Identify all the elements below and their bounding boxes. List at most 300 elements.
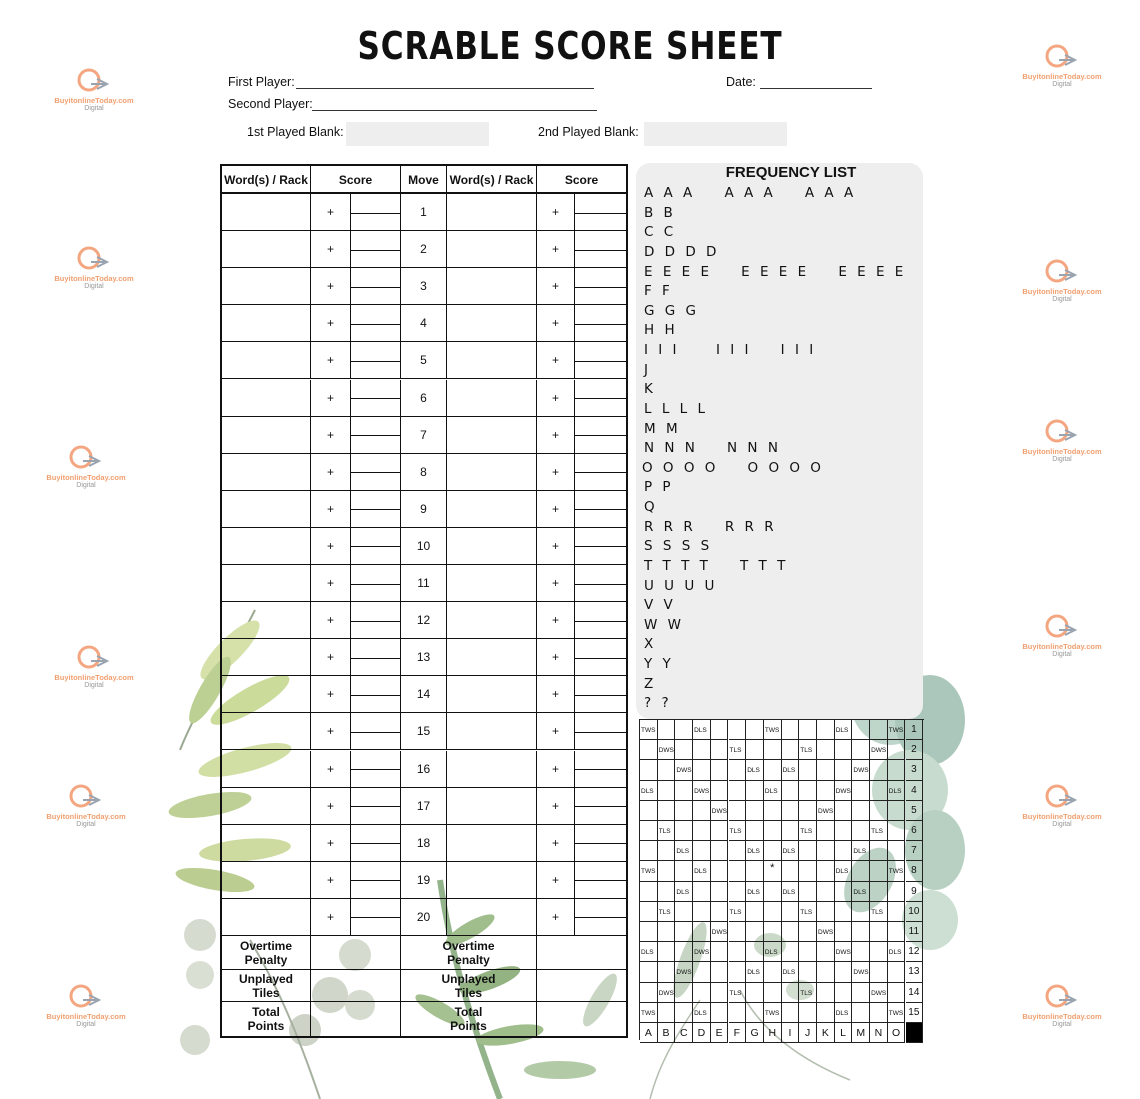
board-square[interactable] (746, 922, 764, 942)
word-cell-right[interactable] (447, 788, 537, 825)
board-square[interactable] (852, 781, 870, 801)
word-cell-left[interactable] (222, 676, 311, 713)
board-square[interactable]: DLS (675, 841, 693, 861)
score-cell-left[interactable] (351, 528, 401, 565)
board-square[interactable]: DLS (782, 882, 800, 902)
score-cell-right[interactable] (575, 491, 626, 528)
board-square[interactable]: DLS (764, 781, 782, 801)
board-square[interactable] (693, 821, 711, 841)
board-square[interactable] (693, 801, 711, 821)
board-square[interactable]: TWS (764, 1003, 782, 1023)
board-square[interactable] (870, 942, 888, 962)
board-square[interactable] (782, 922, 800, 942)
board-square[interactable] (729, 922, 747, 942)
board-square[interactable] (764, 740, 782, 760)
board-square[interactable]: TLS (729, 740, 747, 760)
word-cell-right[interactable] (447, 194, 537, 231)
board-square[interactable] (729, 801, 747, 821)
board-square[interactable] (835, 882, 853, 902)
board-square[interactable]: DLS (782, 760, 800, 780)
board-square[interactable]: DLS (782, 841, 800, 861)
board-square[interactable] (658, 942, 676, 962)
board-square[interactable] (817, 902, 835, 922)
word-cell-left[interactable] (222, 491, 311, 528)
board-square[interactable] (782, 1003, 800, 1023)
board-square[interactable]: TWS (640, 720, 658, 740)
board-square[interactable] (835, 922, 853, 942)
second-blank-field[interactable] (644, 122, 787, 146)
board-square[interactable] (870, 882, 888, 902)
board-square[interactable] (799, 962, 817, 982)
board-square[interactable] (817, 882, 835, 902)
board-square[interactable] (746, 1003, 764, 1023)
word-cell-left[interactable] (222, 639, 311, 676)
board-square[interactable] (746, 801, 764, 821)
board-square[interactable]: TLS (870, 821, 888, 841)
board-square[interactable] (870, 801, 888, 821)
board-square[interactable]: TLS (729, 983, 747, 1003)
board-square[interactable]: DLS (835, 861, 853, 881)
board-square[interactable] (817, 1003, 835, 1023)
board-square[interactable] (693, 983, 711, 1003)
board-square[interactable] (888, 841, 906, 861)
board-square[interactable]: DLS (640, 942, 658, 962)
score-cell-right[interactable] (575, 454, 626, 491)
score-cell-right[interactable] (575, 565, 626, 602)
board-square[interactable] (711, 861, 729, 881)
board-square[interactable]: DLS (746, 760, 764, 780)
board-square[interactable] (799, 760, 817, 780)
total-points-value-left[interactable] (311, 1002, 401, 1036)
word-cell-left[interactable] (222, 268, 311, 305)
board-square[interactable]: DLS (640, 781, 658, 801)
total-points-value-right[interactable] (537, 1002, 626, 1036)
board-square[interactable]: DWS (870, 740, 888, 760)
board-square[interactable] (817, 760, 835, 780)
board-center-star[interactable]: * (764, 861, 782, 881)
score-cell-left[interactable] (351, 639, 401, 676)
board-square[interactable]: DLS (693, 861, 711, 881)
board-square[interactable] (729, 720, 747, 740)
score-cell-right[interactable] (575, 825, 626, 862)
word-cell-left[interactable] (222, 342, 311, 379)
board-square[interactable] (658, 922, 676, 942)
board-square[interactable] (835, 760, 853, 780)
board-square[interactable]: DLS (888, 781, 906, 801)
board-square[interactable] (658, 841, 676, 861)
board-square[interactable] (852, 1003, 870, 1023)
board-square[interactable]: DLS (835, 1003, 853, 1023)
board-square[interactable]: DLS (693, 1003, 711, 1023)
board-square[interactable] (658, 1003, 676, 1023)
board-square[interactable] (835, 821, 853, 841)
board-square[interactable] (658, 882, 676, 902)
word-cell-left[interactable] (222, 602, 311, 639)
board-square[interactable]: DWS (835, 942, 853, 962)
board-square[interactable] (852, 861, 870, 881)
board-square[interactable]: DWS (658, 983, 676, 1003)
word-cell-right[interactable] (447, 565, 537, 602)
board-square[interactable]: TLS (799, 983, 817, 1003)
board-square[interactable] (799, 861, 817, 881)
board-square[interactable] (817, 720, 835, 740)
board-square[interactable] (658, 760, 676, 780)
board-square[interactable] (658, 801, 676, 821)
first-player-field[interactable] (296, 74, 594, 89)
board-square[interactable]: DLS (746, 882, 764, 902)
word-cell-right[interactable] (447, 751, 537, 788)
board-square[interactable] (782, 942, 800, 962)
score-cell-left[interactable] (351, 491, 401, 528)
word-cell-right[interactable] (447, 528, 537, 565)
board-square[interactable]: DLS (835, 720, 853, 740)
board-square[interactable] (693, 740, 711, 760)
score-cell-right[interactable] (575, 380, 626, 417)
board-square[interactable]: TWS (640, 1003, 658, 1023)
board-square[interactable]: TLS (658, 902, 676, 922)
board-square[interactable]: TLS (870, 902, 888, 922)
board-square[interactable] (675, 720, 693, 740)
board-square[interactable]: TLS (658, 821, 676, 841)
board-square[interactable] (711, 882, 729, 902)
board-square[interactable] (888, 882, 906, 902)
board-square[interactable]: DWS (711, 801, 729, 821)
board-square[interactable] (870, 922, 888, 942)
board-square[interactable]: TWS (888, 1003, 906, 1023)
word-cell-left[interactable] (222, 380, 311, 417)
board-square[interactable] (764, 882, 782, 902)
board-square[interactable]: TLS (799, 740, 817, 760)
board-square[interactable] (746, 781, 764, 801)
score-cell-left[interactable] (351, 713, 401, 750)
board-square[interactable]: TWS (888, 861, 906, 881)
board-square[interactable]: TLS (729, 821, 747, 841)
word-cell-right[interactable] (447, 602, 537, 639)
board-square[interactable] (675, 821, 693, 841)
word-cell-left[interactable] (222, 862, 311, 899)
board-square[interactable] (870, 781, 888, 801)
score-cell-right[interactable] (575, 788, 626, 825)
board-square[interactable]: DLS (852, 841, 870, 861)
board-square[interactable] (782, 821, 800, 841)
board-square[interactable] (729, 962, 747, 982)
board-square[interactable]: DLS (746, 841, 764, 861)
board-square[interactable] (782, 781, 800, 801)
board-square[interactable]: DLS (746, 962, 764, 982)
board-square[interactable] (640, 983, 658, 1003)
score-cell-right[interactable] (575, 268, 626, 305)
board-square[interactable]: DLS (782, 962, 800, 982)
board-square[interactable] (852, 942, 870, 962)
board-square[interactable] (675, 740, 693, 760)
score-cell-right[interactable] (575, 342, 626, 379)
board-square[interactable] (711, 841, 729, 861)
board-square[interactable] (675, 861, 693, 881)
board-square[interactable] (870, 841, 888, 861)
board-square[interactable] (799, 781, 817, 801)
score-cell-left[interactable] (351, 788, 401, 825)
board-square[interactable] (799, 942, 817, 962)
board-square[interactable] (888, 902, 906, 922)
board-square[interactable] (782, 983, 800, 1003)
board-square[interactable]: DWS (817, 801, 835, 821)
board-square[interactable] (870, 962, 888, 982)
word-cell-right[interactable] (447, 491, 537, 528)
score-cell-left[interactable] (351, 194, 401, 231)
board-square[interactable]: DWS (658, 740, 676, 760)
board-square[interactable] (888, 821, 906, 841)
word-cell-left[interactable] (222, 417, 311, 454)
word-cell-left[interactable] (222, 231, 311, 268)
first-blank-field[interactable] (346, 122, 489, 146)
board-square[interactable]: TWS (888, 720, 906, 740)
board-square[interactable] (729, 760, 747, 780)
score-cell-right[interactable] (575, 417, 626, 454)
board-square[interactable] (711, 781, 729, 801)
date-field[interactable] (760, 74, 872, 89)
board-square[interactable] (711, 760, 729, 780)
score-cell-left[interactable] (351, 231, 401, 268)
board-square[interactable] (799, 841, 817, 861)
board-square[interactable] (675, 902, 693, 922)
board-square[interactable] (888, 740, 906, 760)
unplayed-tiles-value-right[interactable] (537, 970, 626, 1002)
board-square[interactable] (658, 720, 676, 740)
board-square[interactable] (835, 740, 853, 760)
board-square[interactable]: DWS (852, 760, 870, 780)
word-cell-right[interactable] (447, 639, 537, 676)
board-square[interactable] (711, 720, 729, 740)
board-square[interactable] (693, 902, 711, 922)
word-cell-right[interactable] (447, 305, 537, 342)
board-square[interactable]: DLS (764, 942, 782, 962)
board-square[interactable] (675, 1003, 693, 1023)
board-square[interactable] (817, 841, 835, 861)
board-square[interactable] (746, 821, 764, 841)
score-cell-right[interactable] (575, 639, 626, 676)
board-square[interactable] (658, 962, 676, 982)
board-square[interactable] (782, 801, 800, 821)
board-square[interactable] (799, 922, 817, 942)
board-square[interactable] (693, 882, 711, 902)
score-cell-left[interactable] (351, 751, 401, 788)
board-square[interactable]: DWS (835, 781, 853, 801)
board-square[interactable] (729, 841, 747, 861)
score-cell-left[interactable] (351, 268, 401, 305)
board-square[interactable] (852, 983, 870, 1003)
word-cell-right[interactable] (447, 454, 537, 491)
score-cell-right[interactable] (575, 713, 626, 750)
word-cell-left[interactable] (222, 751, 311, 788)
score-cell-left[interactable] (351, 305, 401, 342)
score-cell-left[interactable] (351, 899, 401, 936)
board-square[interactable] (640, 740, 658, 760)
board-square[interactable] (729, 882, 747, 902)
score-cell-left[interactable] (351, 417, 401, 454)
board-square[interactable] (640, 801, 658, 821)
board-square[interactable]: TWS (764, 720, 782, 740)
board-square[interactable] (729, 942, 747, 962)
board-square[interactable] (693, 841, 711, 861)
board-square[interactable] (852, 801, 870, 821)
board-square[interactable]: DWS (693, 781, 711, 801)
board-square[interactable]: DWS (675, 962, 693, 982)
word-cell-right[interactable] (447, 899, 537, 936)
board-square[interactable] (852, 740, 870, 760)
board-square[interactable] (817, 962, 835, 982)
board-square[interactable] (640, 902, 658, 922)
word-cell-right[interactable] (447, 825, 537, 862)
word-cell-left[interactable] (222, 713, 311, 750)
board-square[interactable] (711, 942, 729, 962)
board-square[interactable]: DWS (852, 962, 870, 982)
board-square[interactable] (764, 922, 782, 942)
board-square[interactable] (817, 821, 835, 841)
unplayed-tiles-value-left[interactable] (311, 970, 401, 1002)
board-square[interactable] (746, 861, 764, 881)
board-square[interactable] (870, 861, 888, 881)
word-cell-left[interactable] (222, 528, 311, 565)
board-square[interactable] (782, 720, 800, 740)
board-square[interactable] (711, 902, 729, 922)
board-square[interactable] (711, 821, 729, 841)
board-square[interactable] (835, 962, 853, 982)
board-square[interactable] (888, 962, 906, 982)
score-cell-right[interactable] (575, 194, 626, 231)
board-square[interactable] (729, 1003, 747, 1023)
board-square[interactable] (746, 942, 764, 962)
word-cell-left[interactable] (222, 454, 311, 491)
board-square[interactable] (675, 801, 693, 821)
board-square[interactable] (693, 962, 711, 982)
board-square[interactable] (835, 841, 853, 861)
score-cell-left[interactable] (351, 602, 401, 639)
score-cell-right[interactable] (575, 862, 626, 899)
word-cell-left[interactable] (222, 825, 311, 862)
word-cell-left[interactable] (222, 788, 311, 825)
board-square[interactable] (764, 801, 782, 821)
board-square[interactable]: DWS (675, 760, 693, 780)
board-square[interactable] (817, 942, 835, 962)
board-square[interactable]: TLS (729, 902, 747, 922)
board-square[interactable] (764, 841, 782, 861)
board-square[interactable]: DWS (817, 922, 835, 942)
board-square[interactable] (764, 760, 782, 780)
board-square[interactable] (658, 781, 676, 801)
score-cell-left[interactable] (351, 862, 401, 899)
board-square[interactable] (693, 922, 711, 942)
board-square[interactable] (764, 821, 782, 841)
board-square[interactable] (675, 983, 693, 1003)
score-cell-right[interactable] (575, 676, 626, 713)
word-cell-right[interactable] (447, 713, 537, 750)
word-cell-right[interactable] (447, 417, 537, 454)
score-cell-left[interactable] (351, 342, 401, 379)
board-square[interactable]: TWS (640, 861, 658, 881)
board-square[interactable] (799, 1003, 817, 1023)
board-square[interactable] (711, 740, 729, 760)
board-square[interactable] (746, 740, 764, 760)
board-square[interactable] (799, 720, 817, 740)
board-square[interactable] (888, 983, 906, 1003)
board-square[interactable] (799, 801, 817, 821)
board-square[interactable] (888, 801, 906, 821)
board-square[interactable] (870, 760, 888, 780)
overtime-penalty-value-right[interactable] (537, 936, 626, 970)
board-square[interactable]: DWS (693, 942, 711, 962)
board-square[interactable] (782, 740, 800, 760)
score-cell-right[interactable] (575, 899, 626, 936)
score-cell-right[interactable] (575, 602, 626, 639)
board-square[interactable] (729, 781, 747, 801)
board-square[interactable]: DWS (711, 922, 729, 942)
board-square[interactable] (817, 781, 835, 801)
board-square[interactable]: TLS (799, 821, 817, 841)
board-square[interactable] (835, 983, 853, 1003)
word-cell-left[interactable] (222, 565, 311, 602)
board-square[interactable] (640, 841, 658, 861)
word-cell-right[interactable] (447, 676, 537, 713)
board-square[interactable]: DWS (870, 983, 888, 1003)
board-square[interactable]: DLS (693, 720, 711, 740)
board-square[interactable] (852, 902, 870, 922)
word-cell-right[interactable] (447, 268, 537, 305)
board-square[interactable] (675, 781, 693, 801)
board-square[interactable] (835, 902, 853, 922)
score-cell-left[interactable] (351, 565, 401, 602)
board-square[interactable]: DLS (675, 882, 693, 902)
board-square[interactable] (640, 882, 658, 902)
score-cell-right[interactable] (575, 528, 626, 565)
word-cell-right[interactable] (447, 380, 537, 417)
board-square[interactable] (888, 760, 906, 780)
board-square[interactable] (870, 720, 888, 740)
board-square[interactable] (799, 882, 817, 902)
board-square[interactable] (852, 922, 870, 942)
word-cell-left[interactable] (222, 899, 311, 936)
board-square[interactable] (746, 983, 764, 1003)
board-square[interactable] (817, 740, 835, 760)
board-square[interactable] (852, 720, 870, 740)
score-cell-left[interactable] (351, 380, 401, 417)
board-square[interactable] (640, 962, 658, 982)
score-cell-left[interactable] (351, 454, 401, 491)
board-square[interactable] (817, 861, 835, 881)
board-square[interactable] (782, 861, 800, 881)
board-square[interactable] (675, 942, 693, 962)
word-cell-left[interactable] (222, 194, 311, 231)
board-square[interactable] (764, 983, 782, 1003)
board-square[interactable] (764, 962, 782, 982)
board-square[interactable] (764, 902, 782, 922)
board-square[interactable] (835, 801, 853, 821)
word-cell-right[interactable] (447, 342, 537, 379)
board-square[interactable]: DLS (888, 942, 906, 962)
board-square[interactable] (782, 902, 800, 922)
score-cell-left[interactable] (351, 676, 401, 713)
board-square[interactable] (746, 720, 764, 740)
board-square[interactable] (711, 983, 729, 1003)
board-square[interactable] (693, 760, 711, 780)
board-square[interactable] (640, 760, 658, 780)
board-square[interactable]: DLS (852, 882, 870, 902)
score-cell-left[interactable] (351, 825, 401, 862)
word-cell-right[interactable] (447, 231, 537, 268)
score-cell-right[interactable] (575, 751, 626, 788)
overtime-penalty-value-left[interactable] (311, 936, 401, 970)
board-square[interactable] (870, 1003, 888, 1023)
board-square[interactable] (711, 1003, 729, 1023)
